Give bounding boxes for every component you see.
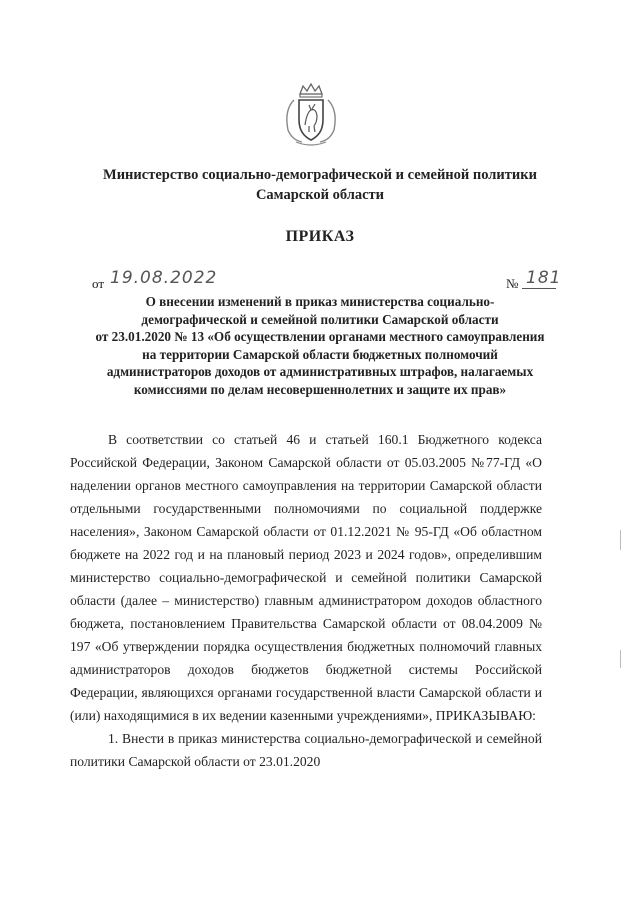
order-subject [70,293,570,399]
order-title: ПРИКАЗ [285,228,355,245]
subject-line: демографической и семейной политики Самарской области [141,311,499,327]
coat-of-arms-icon [276,80,346,150]
ministry-name [80,165,560,205]
subject-line: от 23.01.2020 № 13 «Об осуществлении органами местного самоуправления [95,329,545,345]
scan-margin-mark [620,650,621,668]
scan-margin-mark [620,530,621,550]
subject-line: на территории Самарской области бюджетных полномочий [142,346,498,362]
number-underline [522,288,556,289]
order-date-number-row [92,268,562,294]
body-paragraph-item-1: 1. Внести в приказ министерства социально-демографической и семейной политики Самарской области от 23.01.2020 [70,731,542,769]
subject-line: администраторов доходов от административных штрафов, налагаемых [106,364,534,380]
number-prefix: № [506,276,519,291]
subject-line: О внесении изменений в приказ министерства социально- [145,294,495,309]
subject-line: комиссиями по делам несовершеннолетних и защите их прав» [133,381,507,397]
date-prefix: от [92,276,105,291]
body-paragraph-preamble: В соответствии со статьей 46 и статьей 160.1 Бюджетного кодекса Российской Федерации, Законом Самарской области от 05.03.2005 №77-ГД «О наделении органов местного самоуправления на территории Самарской области отдельными государственными полномочиями по социальной поддержке населения», Законом Самарской области от 01.12.2021 № 95-ГД «Об областном бюджете на 2022 год и на плановый период 2023 и 2024 годов», определившим министерство социально-демографической и семейной политики Самарской области (далее – министерство) главным администратором доходов областного бюджета, постановлением Правительства Самарской области от 08.04.2009 № 197 «Об утверждении порядка осуществления бюджетных полномочий главных администраторов доходов бюджетов бюджетной системы Российской Федерации, являющихся органами государственной власти Самарской области и (или) находящимися в их ведении казенными учреждениями», ПРИКАЗЫВАЮ: [70,432,542,723]
handwritten-number: 181 [526,268,562,288]
ministry-name-line1: Министерство социально-демографической и семейной политики [103,167,537,183]
ministry-name-line2: Самарской области [255,187,385,203]
handwritten-date: 19.08.2022 [110,268,218,288]
order-body [70,428,542,773]
